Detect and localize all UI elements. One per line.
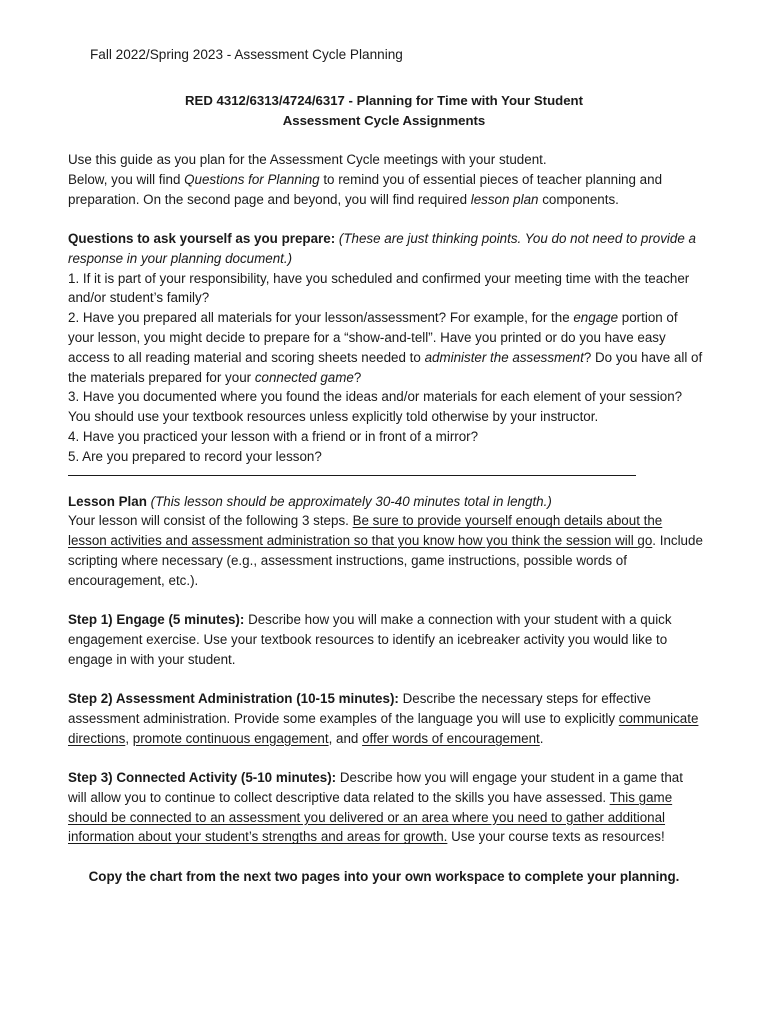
step-3: Step 3) Connected Activity (5-10 minutes): Describe how you will engage your student in a game that will allow you to continue to collect descriptive data related to the skills you have assessed. This game should be connected to an assessment you delivered or an area where you need to gather additional information about your student’s strengths and areas for growth. Use your course texts as resources!: [68, 770, 683, 845]
document-header: Fall 2022/Spring 2023 - Assessment Cycle Planning: [90, 47, 403, 62]
question-2: 2. Have you prepared all materials for your lesson/assessment? For example, for the engage portion of your lesson, you might decide to prepare for a “show-and-tell”. Have you printed or do you have easy access to all reading material and scoring sheets needed to administer the assessment? Do you have all of the materials prepared for your connected game?: [68, 310, 703, 385]
document-body: [68, 150, 704, 887]
step-3-heading: Step 3) Connected Activity (5-10 minutes):: [68, 770, 337, 786]
title-line-2: Assessment Cycle Assignments: [282, 112, 486, 128]
intro-paragraph: Below, you will find Questions for Planning to remind you of essential pieces of teacher planning and preparation. On the second page and beyond, you will find required lesson plan components.: [68, 171, 663, 207]
questions-note: (These are just thinking points. You do not need to provide a response in your planning document.): [68, 230, 696, 266]
lesson-plan-note: (This lesson should be approximately 30-40 minutes total in length.): [146, 493, 552, 509]
intro-line-1: Use this guide as you plan for the Assessment Cycle meetings with your student.: [68, 152, 547, 167]
final-note: Copy the chart from the next two pages into your own workspace to complete your planning.: [88, 868, 680, 884]
lesson-plan-text: Your lesson will consist of the following 3 steps. Be sure to provide yourself enough details about the lesson activities and assessment administration so that you know how you think the session will go. Include scripting where necessary (e.g., assessment instructions, game instructions, possible words of encouragement, etc.).: [68, 513, 703, 588]
step-2: Step 2) Assessment Administration (10-15 minutes): Describe the necessary steps for effective assessment administration. Provide some examples of the language you will use to explicitly communicate directions, promote continuous engagement, and offer words of encouragement.: [68, 691, 699, 746]
question-5: 5. Are you prepared to record your lesson?: [68, 448, 322, 464]
step-2-heading: Step 2) Assessment Administration (10-15 minutes):: [68, 691, 399, 707]
question-4: 4. Have you practiced your lesson with a friend or in front of a mirror?: [68, 428, 479, 444]
step-1: Step 1) Engage (5 minutes): Describe how you will make a connection with your student with a quick engagement exercise. Use your textbook resources to identify an icebreaker activity you would like to engage in with your student.: [68, 612, 672, 667]
question-3: 3. Have you documented where you found the ideas and/or materials for each element of your session? You should use your textbook resources unless explicitly told otherwise by your instructor.: [68, 389, 683, 425]
lesson-plan-intro: [68, 492, 704, 512]
document-title: [0, 91, 768, 131]
lesson-plan-heading: Lesson Plan: [68, 493, 147, 509]
questions-intro: [68, 229, 704, 269]
title-line-1: RED 4312/6313/4724/6317 - Planning for Time with Your Student: [185, 93, 583, 108]
step-1-heading: Step 1) Engage (5 minutes):: [68, 612, 245, 628]
section-divider: [68, 475, 636, 476]
question-1: 1. If it is part of your responsibility, have you scheduled and confirmed your meeting time with the teacher and/or student’s family?: [68, 270, 690, 306]
questions-heading: Questions to ask yourself as you prepare:: [68, 230, 336, 246]
